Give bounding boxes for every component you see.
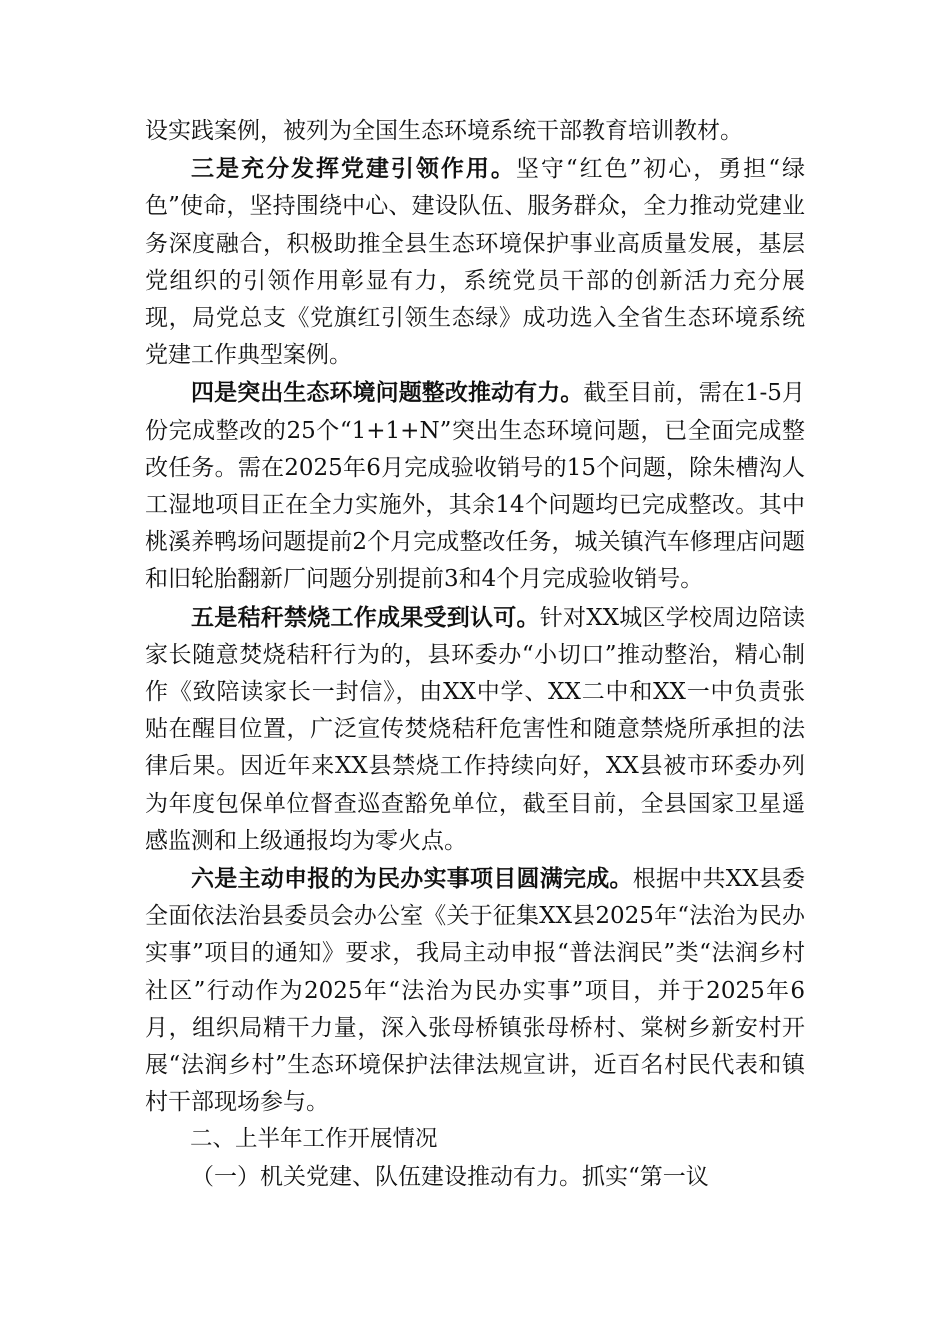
paragraph-public-service — [145, 860, 805, 1121]
section-heading: 二、上半年工作开展情况 — [190, 1126, 438, 1153]
paragraph-text: 设实践案例，被列为全国生态环境系统干部教育培训教材。 — [145, 118, 743, 144]
paragraph-lead: 四是突出生态环境问题整改推动有力。 — [191, 379, 584, 407]
paragraph-text: 截至目前，需在1-5月份完成整改的25个“1+1+N”突出生态环境问题，已全面完成整改任务。需在2025年6月完成验收销号的15个问题，除朱槽沟人工湿地项目正在全力实施外，其余14个问题均已完成整改。其中桃溪养鸭场问题提前2个月完成整改任务，城关镇汽车修理店问题和旧轮胎翻新厂问题分别提前3和4个月完成验收销号。 — [145, 380, 805, 593]
paragraph-lead: 五是秸秆禁烧工作成果受到认可。 — [191, 603, 540, 631]
paragraph-continuation — [145, 113, 805, 150]
paragraph-text: 针对XX城区学校周边陪读家长随意焚烧秸秆行为的，县环委办“小切口”推动整治，精心制作《致陪读家长一封信》，由XX中学、XX二中和XX一中负责张贴在醒目位置，广泛宣传焚烧秸秆危害性和随意禁烧所承担的法律后果。因近年来XX县禁烧工作持续向好，XX县被市环委办列为年度包保单位督查巡查豁免单位，截至目前，全县国家卫星遥感监测和上级通报均为零火点。 — [145, 604, 805, 854]
paragraph-text: 根据中共XX县委全面依法治县委员会办公室《关于征集XX县2025年“法治为民办实事”项目的通知》要求，我局主动申报“普法润民”类“法润乡村社区”行动作为2025年“法治为民办实事”项目，并于2025年6月，组织局精干力量，深入张母桥镇张母桥村、棠树乡新安村开展“法润乡村”生态环境保护法律法规宣讲，近百名村民代表和镇村干部现场参与。 — [145, 866, 805, 1116]
paragraph-rectification — [145, 374, 805, 598]
paragraph-straw-burning — [145, 599, 805, 860]
paragraph-lead: 三是充分发挥党建引领作用。 — [191, 155, 516, 183]
paragraph-last: （一）机关党建、队伍建设推动有力。抓实“第一议 — [191, 1163, 709, 1190]
paragraph-party-building — [145, 150, 805, 374]
paragraph-lead: 六是主动申报的为民办实事项目圆满完成。 — [191, 865, 633, 893]
document-page — [145, 113, 805, 1196]
paragraph-text: 坚守“红色”初心，勇担“绿色”使命，坚持围绕中心、建设队伍、服务群众，全力推动党建业务深度融合，积极助推全县生态环境保护事业高质量发展，基层党组织的引领作用彰显有力，系统党员干部的创新活力充分展现，局党总支《党旗红引领生态绿》成功选入全省生态环境系统党建工作典型案例。 — [145, 156, 805, 369]
